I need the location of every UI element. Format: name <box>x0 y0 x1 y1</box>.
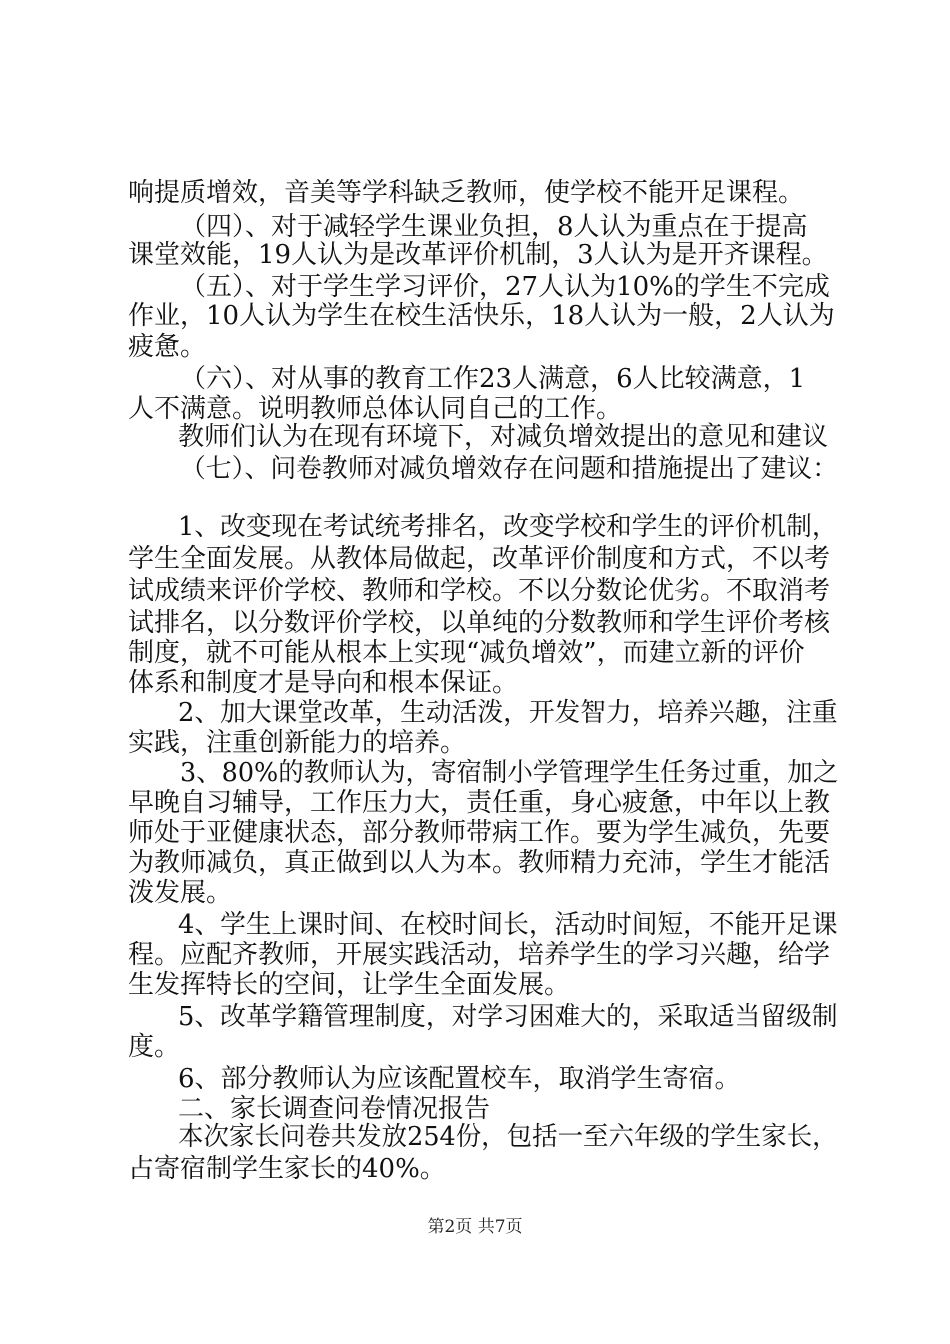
text-line: 程。应配齐教师，开展实践活动，培养学生的学习兴趣，给学 <box>128 940 831 970</box>
text-line: 早晚自习辅导，工作压力大，责任重，身心疲惫，中年以上教 <box>128 788 831 818</box>
text-line: （四）、对于减轻学生课业负担，8人认为重点在于提高 <box>180 212 808 242</box>
text-line: 3、80%的教师认为，寄宿制小学管理学生任务过重，加之 <box>180 758 839 788</box>
text-line: 疲惫。 <box>128 332 207 362</box>
text-line: 实践，注重创新能力的培养。 <box>128 728 467 758</box>
text-line: 试排名，以分数评价学校，以单纯的分数教师和学生评价考核 <box>128 608 831 638</box>
text-line: （七）、问卷教师对减负增效存在问题和措施提出了建议： <box>180 454 839 484</box>
text-line: 1、改变现在考试统考排名，改变学校和学生的评价机制， <box>178 512 838 542</box>
text-line: 度。 <box>128 1032 181 1062</box>
text-line: 作业，10人认为学生在校生活快乐，18人认为一般，2人认为 <box>128 301 835 331</box>
text-line: 响提质增效，音美等学科缺乏教师，使学校不能开足课程。 <box>128 178 805 208</box>
text-line: 6、部分教师认为应该配置校车，取消学生寄宿。 <box>178 1064 741 1094</box>
text-line: 教师们认为在现有环境下，对减负增效提出的意见和建议 <box>178 422 829 452</box>
text-line: 本次家长问卷共发放254份，包括一至六年级的学生家长， <box>178 1122 838 1152</box>
text-line: 学生全面发展。从教体局做起，改革评价制度和方式，不以考 <box>128 544 831 574</box>
text-line: 4、学生上课时间、在校时间长，活动时间短，不能开足课 <box>178 910 838 940</box>
text-line: 课堂效能，19人认为是改革评价机制，3人认为是开齐课程。 <box>128 240 828 270</box>
text-line: （五）、对于学生学习评价，27人认为10%的学生不完成 <box>180 272 830 302</box>
text-line: 占寄宿制学生家长的40%。 <box>128 1154 446 1184</box>
text-line: 制度，就不可能从根本上实现“减负增效”，而建立新的评价 <box>128 638 805 668</box>
text-line: （六）、对从事的教育工作23人满意，6人比较满意，1 <box>180 364 806 394</box>
text-line: 为教师减负，真正做到以人为本。教师精力充沛，学生才能活 <box>128 848 831 878</box>
text-line: 试成绩来评价学校、教师和学校。不以分数论优劣。不取消考 <box>128 576 831 606</box>
text-line: 人不满意。说明教师总体认同自己的工作。 <box>128 394 623 424</box>
text-line: 师处于亚健康状态，部分教师带病工作。要为学生减负，先要 <box>128 818 831 848</box>
page-number: 第2页 共7页 <box>427 1217 523 1237</box>
text-line: 泼发展。 <box>128 878 233 908</box>
text-line: 5、改革学籍管理制度，对学习困难大的，采取适当留级制 <box>178 1002 838 1032</box>
section-heading: 二、家长调查问卷情况报告 <box>178 1094 491 1124</box>
text-line: 体系和制度才是导向和根本保证。 <box>128 668 519 698</box>
text-line: 生发挥特长的空间，让学生全面发展。 <box>128 970 571 1000</box>
text-line: 2、加大课堂改革，生动活泼，开发智力，培养兴趣，注重 <box>178 698 838 728</box>
